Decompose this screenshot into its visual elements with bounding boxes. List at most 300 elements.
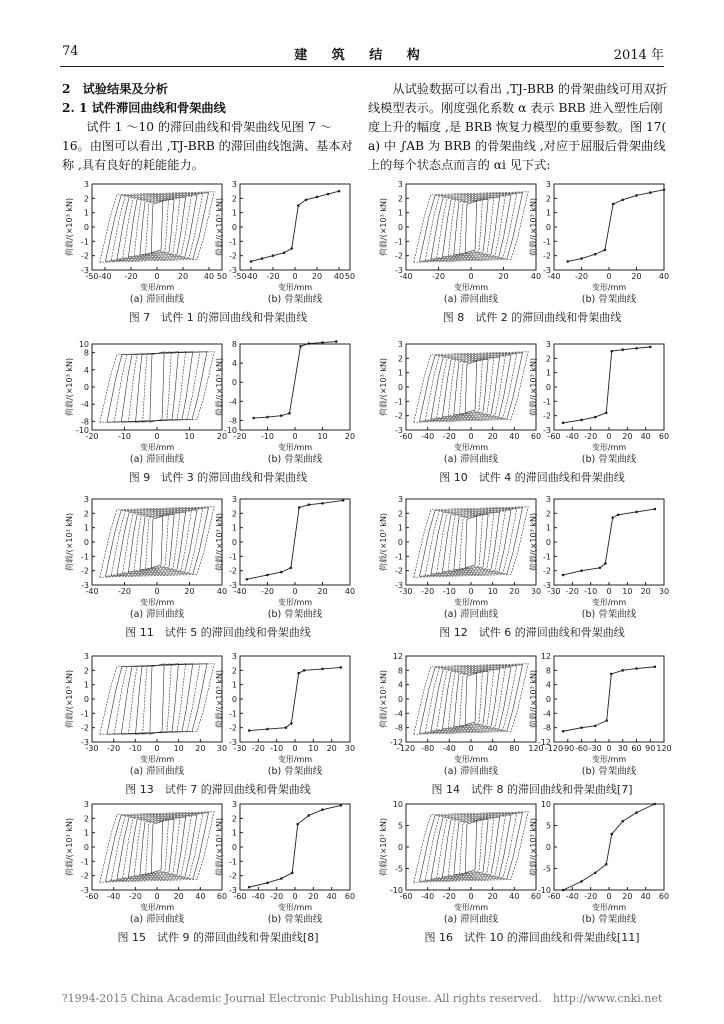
hysteresis-cycle <box>150 664 164 735</box>
y-tick-label: 1 <box>397 368 403 378</box>
x-tick-label: 0 <box>606 744 612 753</box>
skeleton-point <box>248 729 251 732</box>
skeleton-point <box>321 341 324 344</box>
x-axis-label: 变形/mm <box>277 598 313 607</box>
x-tick-label: 40 <box>203 272 215 281</box>
hysteresis-cycle <box>146 820 169 874</box>
hysteresis-cycle <box>151 516 162 567</box>
hysteresis-plot-frame <box>92 804 222 890</box>
y-tick-label: -2 <box>81 251 89 261</box>
hysteresis-plot-frame <box>92 499 222 585</box>
hysteresis-cycle <box>107 664 207 735</box>
y-tick-label: 0 <box>231 695 237 704</box>
x-tick-label: 20 <box>195 744 206 753</box>
skeleton-point <box>604 562 607 565</box>
y-tick-label: 0 <box>545 843 551 852</box>
x-tick-label: 10 <box>317 432 328 441</box>
figure-11 <box>58 495 358 645</box>
y-tick-label: -1 <box>81 552 89 562</box>
hysteresis-cycle <box>111 194 203 260</box>
y-axis-label: 荷载/(×10³ kN) <box>379 817 388 877</box>
figure-caption: 图 14 试件 8 的滞回曲线和骨架曲线[7] <box>431 783 633 796</box>
hysteresis-cycle <box>100 664 214 735</box>
hysteresis-cycle <box>442 197 499 257</box>
y-tick-label: -12 <box>537 738 551 747</box>
hysteresis-loops <box>414 352 528 423</box>
hysteresis-cycle <box>114 352 200 423</box>
y-axis-label: 荷载/(×10³ kN) <box>65 669 74 729</box>
x-tick-label: 20 <box>640 587 651 596</box>
hysteresis-cycle <box>107 352 207 423</box>
x-tick-label: 10 <box>487 587 498 596</box>
hysteresis-cycle <box>442 817 499 877</box>
hysteresis-cycle <box>448 198 494 256</box>
figure-caption: 图 11 试件 5 的滞回曲线和骨架曲线 <box>125 626 311 639</box>
skeleton-point <box>594 416 597 419</box>
hysteresis-cycle <box>136 352 179 423</box>
x-tick-label: -40 <box>565 892 579 901</box>
hysteresis-cycle <box>117 510 197 574</box>
hysteresis-cycle <box>448 358 494 416</box>
y-tick-label: -2 <box>81 871 89 881</box>
x-tick-label: -40 <box>442 744 456 753</box>
y-tick-label: -1 <box>229 552 237 562</box>
skeleton-curve <box>568 190 664 262</box>
x-tick-label: -20 <box>565 587 579 596</box>
y-tick-label: 3 <box>397 180 403 189</box>
x-tick-label: -120 <box>396 744 416 753</box>
hysteresis-cycle <box>437 356 506 418</box>
x-tick-label: -20 <box>233 432 247 441</box>
hysteresis-cycle <box>140 819 174 875</box>
x-axis-label: 变形/mm <box>591 903 627 912</box>
skeleton-point <box>266 728 269 731</box>
skeleton-curve <box>563 347 650 423</box>
x-tick-label: 20 <box>308 892 319 901</box>
skeleton-point <box>246 578 249 581</box>
figure-13 <box>58 652 358 802</box>
subcaption-b: (b) 骨架曲线 <box>581 294 637 305</box>
hysteresis-cycle <box>134 818 180 876</box>
y-tick-label: -2 <box>81 566 89 576</box>
x-tick-label: 0 <box>468 892 474 901</box>
y-tick-label: -2 <box>543 411 551 421</box>
hysteresis-cycle <box>114 664 200 735</box>
skeleton-point <box>338 190 341 193</box>
hysteresis-loops <box>414 192 528 263</box>
x-tick-label: -10 <box>270 744 284 753</box>
skeleton-point <box>562 422 565 425</box>
skeleton-point <box>610 833 613 836</box>
y-axis-label: 荷载/(×10³ kN) <box>529 197 538 257</box>
skeleton-point <box>580 257 583 260</box>
y-axis-label: 荷载/(×10³ kN) <box>379 197 388 257</box>
hysteresis-cycle <box>123 196 192 258</box>
hysteresis-loops <box>414 664 528 735</box>
y-tick-label: -1 <box>543 237 551 247</box>
x-tick-label: -40 <box>421 432 435 441</box>
skeleton-point <box>580 726 583 729</box>
hysteresis-loops <box>100 352 214 423</box>
skeleton-point <box>562 730 565 733</box>
skeleton-point <box>566 260 569 263</box>
y-tick-label: 0 <box>397 223 403 232</box>
x-tick-label: -30 <box>588 744 602 753</box>
x-tick-label: 80 <box>509 744 520 753</box>
y-tick-label: 0 <box>83 383 89 392</box>
x-axis-label: 变形/mm <box>277 903 313 912</box>
subcaption-a: (a) 滞回曲线 <box>443 766 499 777</box>
skeleton-curve <box>249 667 341 730</box>
hysteresis-cycle <box>431 815 511 879</box>
hysteresis-cycle <box>437 668 506 730</box>
y-tick-label: 1 <box>231 208 237 218</box>
y-tick-label: 0 <box>231 223 237 232</box>
running-header <box>60 44 664 67</box>
footer: ?1994-2015 China Academic Journal Electronic Publishing House. All rights reserved. http://www.cnki.net <box>61 992 663 1005</box>
hysteresis-cycle <box>425 354 517 420</box>
hysteresis-cycle <box>431 355 511 419</box>
hysteresis-loops <box>100 812 214 883</box>
x-tick-label: 0 <box>606 432 612 441</box>
y-tick-label: -4 <box>395 709 403 719</box>
hysteresis-cycle <box>128 817 185 877</box>
x-tick-label: 0 <box>292 272 298 281</box>
skeleton-point <box>307 503 310 506</box>
figure-12 <box>372 495 672 645</box>
y-tick-label: 3 <box>545 340 551 349</box>
y-axis-label: 荷载/(×10³ kN) <box>379 669 388 729</box>
x-tick-label: 20 <box>487 892 498 901</box>
x-tick-label: -10 <box>128 744 142 753</box>
x-tick-label: 60 <box>344 892 356 901</box>
y-tick-label: 1 <box>397 208 403 218</box>
y-tick-label: 1 <box>83 828 89 838</box>
x-tick-label: 40 <box>195 892 206 901</box>
x-tick-label: 20 <box>622 432 633 441</box>
x-tick-label: -40 <box>85 587 99 596</box>
skeleton-point <box>250 260 253 263</box>
skeleton-point <box>340 804 343 807</box>
hysteresis-cycle <box>454 671 488 727</box>
y-tick-label: -3 <box>543 426 551 435</box>
skeleton-curve <box>247 500 343 579</box>
figure-svg <box>58 652 358 802</box>
x-tick-label: 40 <box>658 272 670 281</box>
figure-svg <box>58 180 358 330</box>
subcaption-a: (a) 滞回曲线 <box>129 609 185 620</box>
hysteresis-cycle <box>431 195 511 259</box>
hysteresis-cycle <box>128 352 185 423</box>
x-tick-label: 40 <box>509 892 520 901</box>
skeleton-point <box>280 571 283 574</box>
x-tick-label: -50 <box>233 272 247 281</box>
hysteresis-cycle <box>465 201 476 252</box>
skeleton-point <box>298 506 301 509</box>
figure-svg <box>58 800 358 950</box>
x-tick-label: 60 <box>530 432 542 441</box>
x-tick-label: -40 <box>421 892 435 901</box>
subcaption-a: (a) 滞回曲线 <box>129 294 185 305</box>
y-axis-label: 荷载/(×10³ kN) <box>379 512 388 572</box>
hysteresis-cycle <box>442 669 499 729</box>
hysteresis-cycle <box>100 507 214 578</box>
hysteresis-cycle <box>437 816 506 878</box>
y-tick-label: 0 <box>545 223 551 232</box>
skeleton-point <box>604 249 607 252</box>
hysteresis-cycle <box>431 510 511 574</box>
skeleton-point <box>580 419 583 422</box>
subcaption-a: (a) 滞回曲线 <box>129 766 185 777</box>
y-tick-label: 0 <box>83 538 89 547</box>
figure-caption: 图 10 试件 4 的滞回曲线和骨架曲线 <box>439 471 625 484</box>
hysteresis-cycle <box>150 352 164 423</box>
x-tick-label: -20 <box>266 272 280 281</box>
hysteresis-plot-frame <box>92 184 222 270</box>
hysteresis-cycle <box>100 812 214 883</box>
y-tick-label: 0 <box>231 843 237 852</box>
y-axis-label: 荷载/(×10³ kN) <box>529 669 538 729</box>
skeleton-point <box>303 669 306 672</box>
x-axis-label: 变形/mm <box>139 283 175 292</box>
y-tick-label: 8 <box>231 340 237 349</box>
subcaption-a: (a) 滞回曲线 <box>129 914 185 925</box>
y-tick-label: -1 <box>395 552 403 562</box>
hysteresis-cycle <box>431 667 511 731</box>
skeleton-curve <box>563 804 655 890</box>
y-tick-label: 2 <box>397 509 403 519</box>
skeleton-point <box>610 673 613 676</box>
x-tick-label: -40 <box>98 272 112 281</box>
subcaption-a: (a) 滞回曲线 <box>443 609 499 620</box>
y-axis-label: 荷载/(×10³ kN) <box>529 357 538 417</box>
hysteresis-plot-frame <box>92 656 222 742</box>
figure-7 <box>58 180 358 330</box>
skeleton-point <box>621 198 624 201</box>
y-tick-label: 0 <box>231 378 237 388</box>
y-tick-label: 10 <box>540 800 551 809</box>
left-column <box>62 80 362 175</box>
skeleton-point <box>580 569 583 572</box>
x-tick-label: -20 <box>107 744 121 753</box>
x-tick-label: -40 <box>107 892 121 901</box>
y-tick-label: -2 <box>229 871 237 881</box>
skeleton-point <box>621 669 624 672</box>
x-tick-label: 0 <box>468 272 474 281</box>
hysteresis-cycle <box>454 819 488 875</box>
x-tick-label: 40 <box>333 272 345 281</box>
x-tick-label: 30 <box>344 744 356 753</box>
y-tick-label: -2 <box>81 723 89 733</box>
x-axis-label: 变形/mm <box>453 903 489 912</box>
skeleton-point <box>663 188 666 191</box>
subcaption-b: (b) 骨架曲线 <box>267 454 323 465</box>
x-tick-label: -20 <box>442 892 456 901</box>
x-tick-label: -20 <box>85 432 99 441</box>
y-axis-label: 荷载/(×10³ kN) <box>65 357 74 417</box>
hysteresis-cycle <box>128 664 185 735</box>
y-tick-label: -1 <box>229 237 237 247</box>
hysteresis-cycle <box>128 197 185 257</box>
y-tick-label: -2 <box>395 251 403 261</box>
x-tick-label: -60 <box>233 892 247 901</box>
x-tick-label: 20 <box>344 432 356 441</box>
y-tick-label: -1 <box>81 709 89 719</box>
figure-caption: 图 13 试件 7 的滞回曲线和骨架曲线 <box>125 783 311 796</box>
y-axis-label: 荷载/(×10³ kN) <box>529 512 538 572</box>
skeleton-point <box>290 722 293 725</box>
hysteresis-cycle <box>140 514 174 570</box>
y-tick-label: 3 <box>545 180 551 189</box>
hysteresis-cycle <box>414 812 528 883</box>
y-axis-label: 荷载/(×10³ kN) <box>215 669 224 729</box>
x-tick-label: 10 <box>173 744 184 753</box>
figure-caption: 图 8 试件 2 的滞回曲线和骨架曲线 <box>442 311 622 324</box>
y-tick-label: -3 <box>543 581 551 590</box>
x-tick-label: 120 <box>528 744 544 753</box>
x-tick-label: 40 <box>640 432 651 441</box>
skeleton-plot-frame <box>240 344 350 430</box>
x-tick-label: -30 <box>547 587 561 596</box>
y-tick-label: 2 <box>397 194 403 204</box>
skeleton-point <box>635 511 638 514</box>
figure-14 <box>372 652 672 802</box>
y-tick-label: -10 <box>537 886 551 895</box>
y-tick-label: -2 <box>229 251 237 261</box>
hysteresis-cycle <box>448 818 494 876</box>
x-tick-label: -10 <box>584 587 598 596</box>
x-tick-label: 20 <box>317 587 328 596</box>
y-tick-label: 1 <box>545 208 551 218</box>
hysteresis-cycle <box>134 513 180 571</box>
skeleton-point <box>649 191 652 194</box>
hysteresis-cycle <box>442 512 499 572</box>
hysteresis-cycle <box>414 664 528 735</box>
hysteresis-cycle <box>448 513 494 571</box>
hysteresis-cycle <box>437 196 506 258</box>
x-tick-label: 40 <box>487 744 498 753</box>
x-tick-label: 20 <box>184 587 195 596</box>
y-tick-label: 12 <box>540 652 551 661</box>
x-tick-label: -20 <box>260 587 275 596</box>
skeleton-point <box>280 877 283 880</box>
x-tick-label: -60 <box>574 744 589 753</box>
skeleton-point <box>594 725 597 728</box>
y-tick-label: -2 <box>543 251 551 261</box>
hysteresis-cycle <box>100 192 214 263</box>
y-tick-label: -8 <box>395 723 403 733</box>
x-axis-label: 变形/mm <box>277 283 313 292</box>
y-tick-label: -2 <box>543 566 551 576</box>
x-tick-label: -20 <box>124 272 138 281</box>
y-tick-label: -3 <box>395 266 403 275</box>
skeleton-point <box>605 863 608 866</box>
hysteresis-cycle <box>425 666 517 732</box>
skeleton-point <box>635 347 638 350</box>
skeleton-point <box>266 574 269 577</box>
y-tick-label: -3 <box>229 581 237 590</box>
subcaption-a: (a) 滞回曲线 <box>443 294 499 305</box>
skeleton-point <box>316 196 319 199</box>
y-tick-label: -8 <box>229 416 237 426</box>
x-tick-label: 0 <box>154 432 160 441</box>
y-tick-label: 1 <box>397 523 403 533</box>
x-tick-label: -20 <box>128 892 142 901</box>
skeleton-point <box>594 253 597 256</box>
year: 2014 年 <box>613 48 664 63</box>
x-tick-label: -60 <box>547 892 561 901</box>
x-tick-label: 20 <box>622 892 633 901</box>
x-tick-label: 40 <box>344 587 356 596</box>
hysteresis-cycle <box>425 509 517 575</box>
subcaption-b: (b) 骨架曲线 <box>267 294 323 305</box>
x-tick-label: 20 <box>326 744 337 753</box>
x-tick-label: 10 <box>184 432 195 441</box>
figure-svg <box>372 180 672 330</box>
x-tick-label: 120 <box>656 744 672 753</box>
y-tick-label: 1 <box>545 523 551 533</box>
y-tick-label: -8 <box>543 723 551 733</box>
y-axis-label: 荷载/(×10³ kN) <box>529 817 538 877</box>
hysteresis-plot-frame <box>406 804 536 890</box>
hysteresis-cycle <box>425 814 517 880</box>
y-tick-label: -1 <box>543 397 551 407</box>
figure-svg <box>372 800 672 950</box>
y-tick-label: 0 <box>397 843 403 852</box>
x-tick-label: -30 <box>85 744 99 753</box>
x-tick-label: 0 <box>606 272 612 281</box>
figure-caption: 图 16 试件 10 的滞回曲线和骨架曲线[11] <box>424 931 640 944</box>
subcaption-a: (a) 滞回曲线 <box>129 454 185 465</box>
x-tick-label: -60 <box>547 432 561 441</box>
figure-svg <box>58 495 358 645</box>
x-axis-label: 变形/mm <box>139 598 175 607</box>
hysteresis-cycle <box>460 820 483 874</box>
x-axis-label: 变形/mm <box>453 598 489 607</box>
y-tick-label: 10 <box>392 800 403 809</box>
hysteresis-loops <box>100 664 214 735</box>
y-tick-label: -4 <box>229 397 237 407</box>
x-tick-label: 60 <box>530 892 542 901</box>
subcaption-b: (b) 骨架曲线 <box>581 454 637 465</box>
hysteresis-cycle <box>414 352 528 423</box>
x-tick-label: 60 <box>631 744 642 753</box>
hysteresis-cycle <box>121 352 193 423</box>
y-tick-label: -8 <box>81 417 89 427</box>
y-tick-label: 2 <box>83 666 89 676</box>
y-tick-label: 5 <box>397 821 403 831</box>
skeleton-plot-frame <box>240 499 350 585</box>
x-tick-label: 20 <box>173 892 184 901</box>
y-axis-label: 荷载/(×10³ kN) <box>65 512 74 572</box>
y-axis-label: 荷载/(×10³ kN) <box>215 817 224 877</box>
y-tick-label: -3 <box>81 738 89 747</box>
y-tick-label: 3 <box>231 495 237 504</box>
skeleton-curve <box>563 509 655 575</box>
x-axis-label: 变形/mm <box>277 755 313 764</box>
hysteresis-cycle <box>111 814 203 880</box>
figure-16 <box>372 800 672 950</box>
skeleton-point <box>272 254 275 257</box>
x-tick-label: 10 <box>308 744 319 753</box>
hysteresis-cycle <box>123 511 192 573</box>
x-tick-label: -50 <box>85 272 99 281</box>
y-tick-label: 0 <box>397 695 403 704</box>
y-axis-label: 荷载/(×10³ kN) <box>215 197 224 257</box>
y-tick-label: 0 <box>545 538 551 547</box>
y-tick-label: -5 <box>543 864 551 874</box>
hysteresis-cycle <box>454 359 488 415</box>
